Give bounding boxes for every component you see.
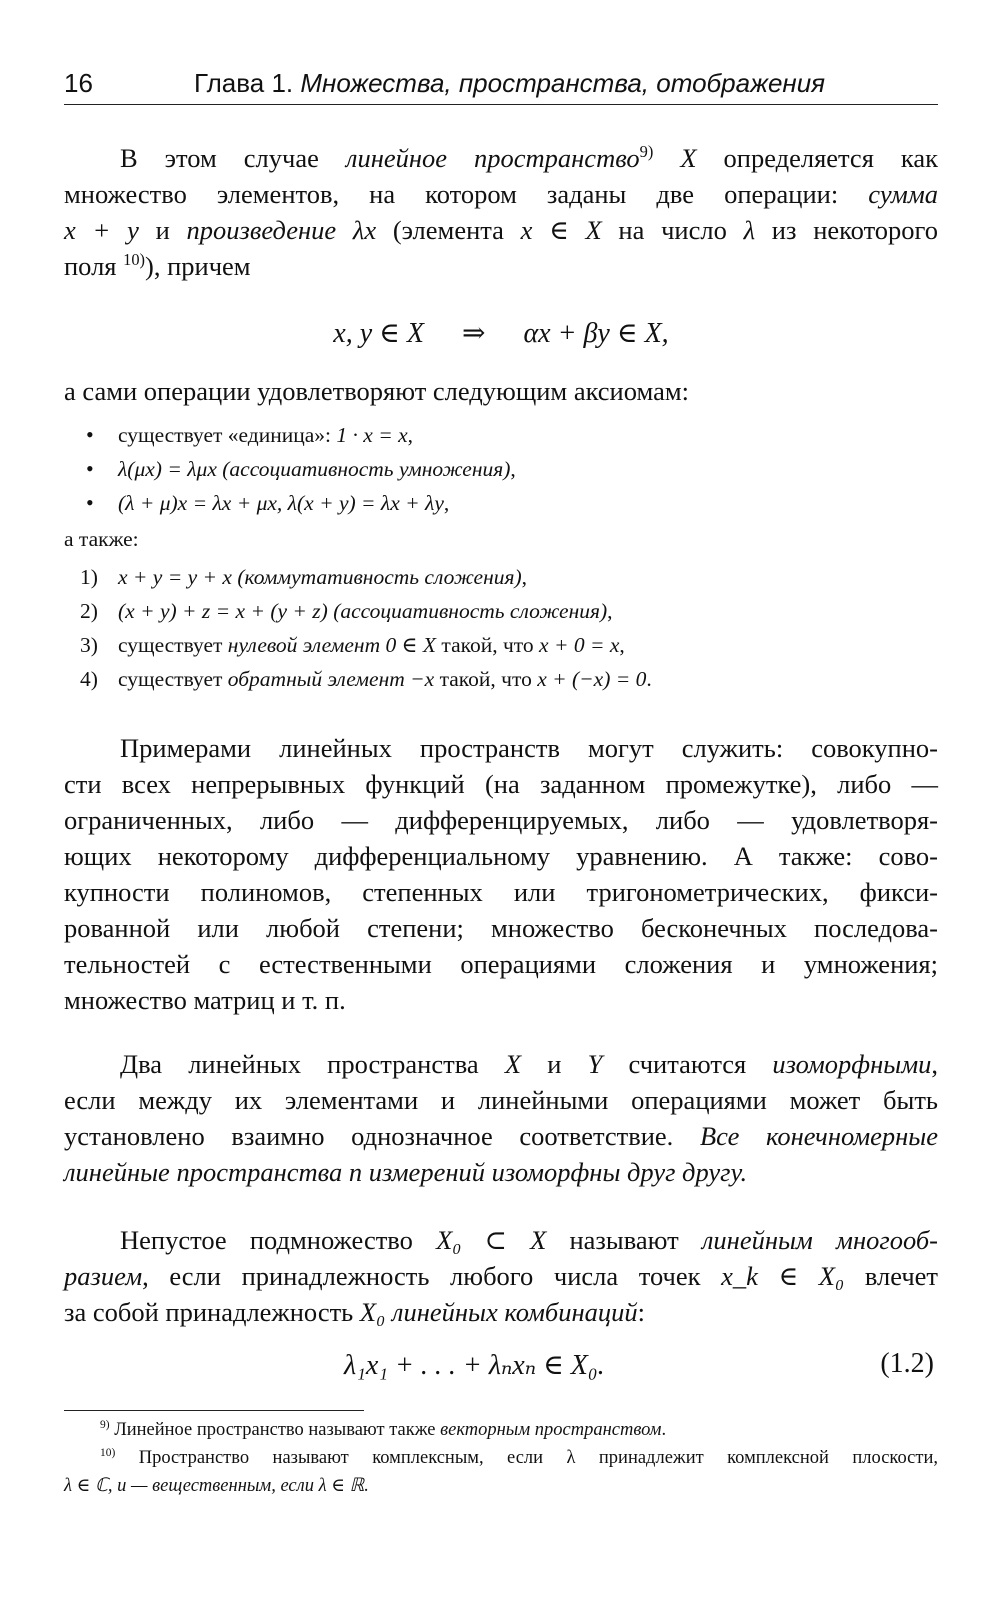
also-label: а также: [64, 527, 139, 551]
axioms-intro: а сами операции удовлетворяют следующим аксиомам: [64, 376, 689, 406]
paragraph-linear-manifold [64, 1222, 938, 1330]
axiom-bullet-list [86, 418, 516, 520]
footnote-10: $^{10)}$ Пространство называют комплексным, если λ принадлежит комплексной плоскости, λ ∈ ℂ, и — вещественным, если λ ∈ ℝ. [64, 1446, 938, 1496]
chapter-heading [194, 68, 825, 99]
para1-line4: поля $^{10)}$), причем [64, 250, 251, 281]
list-item: • существует «единица»: 1 · x = x, [86, 418, 516, 452]
para2-line: ограниченных, либо — дифференцируемых, либо — удовлетворя- [64, 805, 938, 835]
para1-line2: множество элементов, на котором заданы две операции: сумма [64, 179, 938, 209]
para1-line3: x + y и произведение λx (элемента x ∈ X на число λ из некоторого [64, 215, 939, 245]
para2-line: множество матриц и т. п. [64, 985, 346, 1015]
para3-line1: Два линейных пространства X и Y считаются изоморфными, [120, 1049, 938, 1079]
para3-line2: если между их элементами и линейными операциями может быть [64, 1085, 938, 1115]
para2-line: тельностей с естественными операциями сложения и умножения; [64, 949, 938, 979]
page-number: 16 [64, 68, 93, 98]
running-header [64, 60, 938, 105]
para4-line1: Непустое подмножество X₀ ⊂ X называют линейным многооб- [120, 1225, 938, 1255]
para2-line: рованной или любой степени; множество бесконечных последова- [64, 913, 938, 943]
list-item: • λ(μx) = λμx (ассоциативность умножения), [86, 452, 516, 486]
paragraph-examples [64, 730, 938, 1018]
para3-line3: установлено взаимно однозначное соответствие. Все конечномерные [64, 1121, 938, 1151]
chapter-title: Множества, пространства, отображения [300, 68, 826, 98]
list-item: 4) существует обратный элемент −x такой, что x + (−x) = 0. [80, 667, 652, 691]
chapter-label: Глава 1. [194, 68, 294, 98]
footnote-ref-9: 9) [639, 142, 654, 162]
para2-line: сти всех непрерывных функций (на заданном промежутке), либо — [64, 769, 938, 799]
list-item: 1) x + y = y + x (коммутативность сложения), [80, 565, 528, 589]
para4-line3: за собой принадлежность X₀ линейных комбинаций: [64, 1297, 646, 1327]
book-page [64, 60, 939, 1496]
list-item: 3) существует нулевой элемент 0 ∈ X такой, что x + 0 = x, [80, 633, 625, 657]
para4-line2: разием, если принадлежность любого числа точек x_k ∈ X₀ влечет [64, 1261, 938, 1291]
para1-line1: В этом случае линейное пространство$^{9)}$ X определяется как [120, 142, 938, 173]
para2-line: купности полиномов, степенных или тригонометрических, фикси- [64, 877, 938, 907]
footnotes [64, 1416, 938, 1500]
equation-number: (1.2) [880, 1348, 934, 1379]
linear-combination-formula: λ₁x₁ + . . . + λₙxₙ ∈ X₀. [344, 1350, 605, 1381]
para2-line: Примерами линейных пространств могут служить: совокупно- [120, 733, 938, 763]
list-item: • (λ + μ)x = λx + μx, λ(x + y) = λx + λy, [86, 486, 516, 520]
paragraph-linear-space-definition [64, 140, 938, 284]
footnote-divider [64, 1410, 364, 1411]
axiom-numbered-list [80, 560, 652, 696]
closure-formula: x, y ∈ X ⇒ αx + βy ∈ X, [333, 318, 669, 349]
footnote-9: $^{9)}$ Линейное пространство называют также векторным пространством. [100, 1418, 667, 1440]
list-item: 2) (x + y) + z = x + (y + z) (ассоциативность сложения), [80, 599, 613, 623]
para2-line: ющих некоторому дифференциальному уравнению. А также: сово- [64, 841, 938, 871]
paragraph-isomorphism [64, 1046, 938, 1190]
footnote-ref-10: 10) [123, 250, 146, 270]
para3-line4: линейные пространства n измерений изоморфны друг другу. [64, 1157, 748, 1187]
